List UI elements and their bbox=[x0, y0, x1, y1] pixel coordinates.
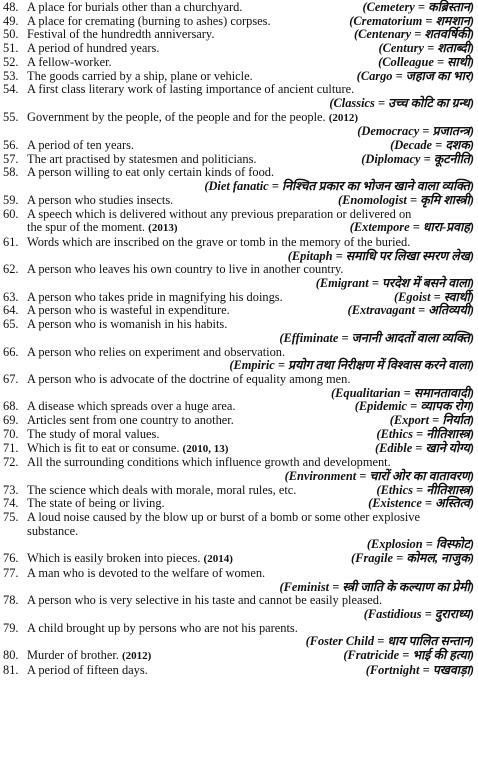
entry-text: A period of fifteen days. bbox=[27, 662, 148, 677]
answer-term: Colleague bbox=[382, 54, 434, 69]
entry-item bbox=[3, 622, 474, 649]
answer-meaning: विस्फोट bbox=[435, 537, 470, 552]
entry-item bbox=[3, 194, 474, 208]
answer: (Existence = अस्तित्व) bbox=[368, 496, 474, 511]
answer-term: Equalitarian bbox=[335, 385, 401, 400]
answer-term: Fortnight bbox=[369, 662, 420, 677]
answer-term: Extempore bbox=[353, 220, 410, 235]
entry-number: 50. bbox=[3, 27, 19, 42]
entry-text: A disease which spreads over a huge area. bbox=[27, 399, 236, 414]
entry-text: A man who is devoted to the welfare of women. bbox=[27, 565, 266, 580]
entry-definition bbox=[27, 70, 351, 84]
answer: (Effiminate = जनानी आदतों वाला व्यक्ति) bbox=[279, 330, 474, 345]
exam-year: (2013) bbox=[148, 222, 178, 235]
answer-term: Enomologist bbox=[342, 192, 407, 207]
entry-definition bbox=[27, 664, 360, 678]
answer-meaning: धारा-प्रवाह bbox=[422, 220, 470, 235]
entry-item bbox=[3, 153, 474, 167]
entry-item bbox=[3, 83, 474, 110]
entry-item bbox=[3, 263, 474, 290]
entry-definition bbox=[27, 1, 357, 15]
entry-text: Which is fit to eat or consume. bbox=[27, 440, 180, 455]
exam-year: (2012) bbox=[328, 111, 359, 124]
answer-meaning: प्रजातन्त्र bbox=[432, 124, 470, 139]
answer-term: Diplomacy bbox=[365, 151, 421, 166]
entry-text-cont: substance. bbox=[27, 523, 79, 538]
answer-meaning: व्यापक रोग bbox=[420, 399, 470, 414]
answer-meaning: कृमि शास्त्री bbox=[420, 192, 470, 207]
answer-meaning: नीतिशास्त्र bbox=[426, 426, 470, 441]
answer: (Colleague = साथी) bbox=[378, 54, 474, 69]
answer-meaning: भाई की हत्या bbox=[412, 648, 470, 663]
answer-term: Existence bbox=[372, 496, 422, 511]
entry-item bbox=[3, 511, 474, 552]
entry-item bbox=[3, 649, 474, 664]
answer-line bbox=[3, 470, 474, 484]
answer-meaning: साथी bbox=[447, 54, 470, 69]
entry-number: 81. bbox=[3, 662, 19, 677]
answer: (Egoist = स्वार्थी) bbox=[394, 289, 474, 304]
answer: (Feminist = स्त्री जाति के कल्याण का प्रेमी) bbox=[279, 579, 474, 594]
entry-number: 79. bbox=[3, 620, 19, 635]
answer-line bbox=[3, 635, 474, 649]
answer: (Enomologist = कृमि शास्त्री) bbox=[337, 192, 474, 207]
answer-term: Ethics bbox=[380, 426, 413, 441]
answer-term: Cargo bbox=[360, 68, 393, 83]
answer-meaning: शमशान bbox=[435, 13, 470, 28]
entry-definition bbox=[27, 194, 332, 208]
answer: (Century = शताब्दी) bbox=[378, 41, 474, 56]
entry-definition bbox=[27, 456, 474, 470]
entry-item bbox=[3, 56, 474, 70]
entry-text: A first class literary work of lasting importance of ancient culture. bbox=[27, 82, 355, 97]
entry-item bbox=[3, 497, 474, 511]
answer: (Foster Child = धाय पालित सन्तान) bbox=[305, 634, 474, 649]
entry-definition bbox=[27, 318, 474, 332]
answer-term: Emigrant bbox=[319, 276, 369, 291]
entry-definition bbox=[27, 428, 370, 442]
answer-term: Fragile bbox=[355, 551, 394, 566]
answer-term: Diet fanatic bbox=[208, 179, 269, 194]
entry-text: A person who leaves his own country to live in another country. bbox=[27, 262, 344, 277]
entry-item bbox=[3, 567, 474, 594]
entry-definition bbox=[27, 111, 474, 126]
entry-number: 71. bbox=[3, 440, 19, 455]
answer-term: Centenary bbox=[358, 27, 412, 42]
answer-term: Edible bbox=[379, 440, 413, 455]
entry-text: The state of being or living. bbox=[27, 496, 165, 511]
entry-text: Murder of brother. bbox=[27, 648, 119, 663]
answer: (Diplomacy = कूटनीति) bbox=[361, 151, 474, 166]
entry-item bbox=[3, 236, 474, 263]
entry-text: The study of moral values. bbox=[27, 426, 160, 441]
entry-text: The art practised by statesmen and politicians. bbox=[27, 151, 257, 166]
answer-term: Epidemic bbox=[358, 399, 408, 414]
answer-meaning: खाने योग्य bbox=[425, 440, 470, 455]
entry-item bbox=[3, 42, 474, 56]
answer-meaning: दशक bbox=[445, 138, 470, 153]
answer-term: Democracy bbox=[361, 124, 420, 139]
entry-definition bbox=[27, 442, 369, 457]
entry-text: A loud noise caused by the blow up or burst of a bomb or some other explosive bbox=[27, 510, 420, 525]
answer: (Ethics = नीतिशास्त्र) bbox=[376, 482, 474, 497]
answer-line bbox=[3, 277, 474, 291]
entry-definition bbox=[27, 42, 373, 56]
entry-number: 63. bbox=[3, 289, 19, 304]
answer-meaning: चारों ओर का वातावरण bbox=[369, 468, 470, 483]
entry-definition bbox=[27, 649, 337, 664]
entry-text: A child brought up by persons who are not his parents. bbox=[27, 620, 298, 635]
entry-definition bbox=[27, 139, 384, 153]
answer-meaning: स्वार्थी bbox=[443, 289, 470, 304]
exam-year: (2014) bbox=[203, 553, 233, 566]
answer-term: Export bbox=[393, 413, 430, 428]
answer-meaning: अतिव्ययी bbox=[428, 303, 470, 318]
entry-item bbox=[3, 594, 474, 621]
entry-number: 73. bbox=[3, 482, 19, 497]
answer: (Classics = उच्च कोटि का ग्रन्थ) bbox=[329, 95, 474, 110]
answer: (Decade = दशक) bbox=[390, 138, 474, 153]
entry-text: A person willing to eat only certain kinds of food. bbox=[27, 165, 275, 180]
answer: (Fratricide = भाई की हत्या) bbox=[343, 648, 474, 663]
exam-year: (2012) bbox=[121, 650, 152, 663]
entry-number: 74. bbox=[3, 496, 19, 511]
answer: (Explosion = विस्फोट) bbox=[366, 537, 474, 552]
entry-number: 48. bbox=[3, 0, 19, 14]
entry-definition bbox=[27, 263, 474, 277]
entry-definition bbox=[27, 153, 355, 167]
answer-meaning: कब्रिस्तान bbox=[428, 0, 470, 14]
answer-term: Effiminate bbox=[283, 330, 339, 345]
answer: (Cargo = जहाज का भार) bbox=[356, 68, 474, 83]
entry-definition bbox=[27, 83, 474, 97]
entry-number: 67. bbox=[3, 371, 19, 386]
entry-definition bbox=[27, 552, 345, 567]
entry-item bbox=[3, 428, 474, 442]
entry-number: 55. bbox=[3, 109, 19, 124]
answer-term: Century bbox=[382, 41, 424, 56]
answer-meaning: धाय पालित सन्तान bbox=[387, 634, 470, 649]
entry-text: Articles sent from one country to another. bbox=[27, 413, 234, 428]
entry-number: 64. bbox=[3, 303, 19, 318]
answer-term: Egoist bbox=[398, 289, 431, 304]
answer: (Export = निर्यात) bbox=[389, 413, 474, 428]
entry-number: 53. bbox=[3, 68, 19, 83]
answer-meaning: जनानी आदतों वाला व्यक्ति bbox=[351, 330, 470, 345]
answer-term: Cemetery bbox=[366, 0, 415, 14]
answer-meaning: परदेश में बसने वाला bbox=[382, 276, 470, 291]
entry-item bbox=[3, 304, 474, 318]
entry-number: 52. bbox=[3, 54, 19, 69]
answer-line bbox=[3, 180, 474, 194]
entry-text-cont: the spur of the moment. bbox=[27, 220, 146, 235]
answer-term: Fratricide bbox=[347, 648, 400, 663]
entry-item bbox=[3, 414, 474, 428]
answer-meaning: समाधि पर लिखा स्मरण लेख bbox=[345, 248, 470, 263]
entry-text: A person who is womanish in his habits. bbox=[27, 317, 228, 332]
entry-number: 58. bbox=[3, 165, 19, 180]
entry-number: 77. bbox=[3, 565, 19, 580]
entry-item bbox=[3, 70, 474, 84]
answer-meaning: नीतिशास्त्र bbox=[426, 482, 470, 497]
answer-meaning: निश्चित प्रकार का भोजन खाने वाला व्यक्ति bbox=[281, 179, 470, 194]
answer-term: Decade bbox=[394, 138, 433, 153]
answer: (Empiric = प्रयोग तथा निरीक्षण में विश्वास करने वाला) bbox=[229, 358, 474, 373]
entry-definition bbox=[27, 373, 474, 387]
answer-meaning: कोमल, नाजुक bbox=[406, 551, 470, 566]
entry-item bbox=[3, 208, 474, 236]
answer: (Extempore = धारा-प्रवाह) bbox=[349, 220, 474, 235]
entry-item bbox=[3, 442, 474, 457]
answer-meaning: निर्यात bbox=[442, 413, 470, 428]
entry-number: 62. bbox=[3, 262, 19, 277]
answer: (Cemetery = कब्रिस्तान) bbox=[362, 0, 474, 14]
entry-text: A person who is advocate of the doctrine of equality among men. bbox=[27, 371, 351, 386]
answer-meaning: प्रयोग तथा निरीक्षण में विश्वास करने वाला bbox=[288, 358, 470, 373]
answer-meaning: अस्तित्व bbox=[435, 496, 470, 511]
answer: (Fortnight = पखवाड़ा) bbox=[365, 662, 474, 677]
entry-definition bbox=[27, 28, 348, 42]
entry-definition bbox=[27, 15, 343, 29]
answer-meaning: उच्च कोटि का ग्रन्थ bbox=[388, 95, 470, 110]
entry-number: 57. bbox=[3, 151, 19, 166]
answer-line bbox=[3, 97, 474, 111]
answer-meaning: दुराराध्य bbox=[434, 606, 470, 621]
entry-definition bbox=[27, 511, 474, 525]
entry-text: Government by the people, of the people and for the people. bbox=[27, 109, 326, 124]
answer: (Epitaph = समाधि पर लिखा स्मरण लेख) bbox=[287, 248, 474, 263]
entry-definition bbox=[27, 497, 362, 511]
entry-number: 70. bbox=[3, 426, 19, 441]
entry-item bbox=[3, 318, 474, 345]
entry-text: The science which deals with morale, moral rules, etc. bbox=[27, 482, 297, 497]
entry-number: 54. bbox=[3, 82, 19, 97]
answer-line bbox=[3, 332, 474, 346]
answer: (Epidemic = व्यापक रोग) bbox=[354, 399, 474, 414]
answer: (Extravagant = अतिव्ययी) bbox=[347, 303, 474, 318]
entry-number: 80. bbox=[3, 648, 19, 663]
entry-text: The goods carried by a ship, plane or vehicle. bbox=[27, 68, 253, 83]
entry-text: Words which are inscribed on the grave or tomb in the memory of the buried. bbox=[27, 234, 411, 249]
answer: (Centenary = शतवर्षिकी) bbox=[353, 27, 474, 42]
answer: (Ethics = नीतिशास्त्र) bbox=[376, 426, 474, 441]
entry-definition bbox=[27, 291, 388, 305]
entry-number: 76. bbox=[3, 551, 19, 566]
entry-item bbox=[3, 1, 474, 15]
entry-item bbox=[3, 139, 474, 153]
answer-line bbox=[3, 359, 474, 373]
answer-term: Foster Child bbox=[309, 634, 375, 649]
entry-item bbox=[3, 373, 474, 400]
entry-definition bbox=[27, 208, 474, 222]
answer-term: Extravagant bbox=[351, 303, 416, 318]
entry-definition bbox=[27, 56, 372, 70]
answer-line bbox=[3, 250, 474, 264]
entry-number: 69. bbox=[3, 413, 19, 428]
answer-term: Empiric bbox=[233, 358, 275, 373]
answer: (Fastidious = दुराराध्य) bbox=[363, 606, 474, 621]
answer-term: Explosion bbox=[371, 537, 423, 552]
entry-continuation bbox=[27, 221, 344, 236]
answer: (Fragile = कोमल, नाजुक) bbox=[351, 551, 474, 566]
entry-definition bbox=[27, 594, 474, 608]
entry-text: A person who relies on experiment and observation. bbox=[27, 344, 286, 359]
entry-item bbox=[3, 456, 474, 483]
exam-year: (2010, 13) bbox=[182, 442, 229, 455]
entry-item bbox=[3, 664, 474, 678]
answer-meaning: कूटनीति bbox=[433, 151, 470, 166]
entry-number: 68. bbox=[3, 399, 19, 414]
answer: (Diet fanatic = निश्चित प्रकार का भोजन खाने वाला व्यक्ति) bbox=[204, 179, 474, 194]
answer: (Edible = खाने योग्य) bbox=[375, 440, 474, 455]
answer-meaning: पखवाड़ा bbox=[432, 662, 470, 677]
answer-line bbox=[3, 608, 474, 622]
entry-text: A fellow-worker. bbox=[27, 54, 112, 69]
answer: (Environment = चारों ओर का वातावरण) bbox=[284, 468, 474, 483]
entry-text: A speech which is delivered without any previous preparation or delivered on bbox=[27, 206, 412, 221]
answer-term: Ethics bbox=[380, 482, 413, 497]
entry-text: A place for burials other than a churchyard. bbox=[27, 0, 243, 14]
entry-number: 61. bbox=[3, 234, 19, 249]
entry-text: A person who is very selective in his taste and cannot be easily pleased. bbox=[27, 593, 383, 608]
entry-item bbox=[3, 552, 474, 567]
answer-meaning: जहाज का भार bbox=[405, 68, 470, 83]
entry-item bbox=[3, 346, 474, 373]
entry-item bbox=[3, 111, 474, 139]
entry-text: A place for cremating (burning to ashes) corpses. bbox=[27, 13, 271, 28]
entry-text: A person who takes pride in magnifying his doings. bbox=[27, 289, 283, 304]
answer-term: Fastidious bbox=[367, 606, 422, 621]
answer: (Equalitarian = समानतावादी) bbox=[331, 385, 474, 400]
entry-text: Which is easily broken into pieces. bbox=[27, 551, 201, 566]
entry-text: A period of ten years. bbox=[27, 138, 135, 153]
entry-text: A person who studies insects. bbox=[27, 192, 174, 207]
entry-definition bbox=[27, 400, 349, 414]
entry-number: 59. bbox=[3, 192, 19, 207]
answer-line bbox=[3, 581, 474, 595]
entry-text: Festival of the hundredth anniversary. bbox=[27, 27, 215, 42]
entry-definition bbox=[27, 236, 474, 250]
entry-definition bbox=[27, 484, 370, 498]
answer-term: Feminist bbox=[283, 579, 330, 594]
answer-term: Environment bbox=[288, 468, 357, 483]
entry-number: 56. bbox=[3, 138, 19, 153]
answer-term: Epitaph bbox=[291, 248, 333, 263]
answer-meaning: स्त्री जाति के कल्याण का प्रेमी bbox=[342, 579, 470, 594]
entry-definition bbox=[27, 414, 384, 428]
entry-text: A period of hundred years. bbox=[27, 41, 160, 56]
answer-meaning: शतवर्षिकी bbox=[424, 27, 470, 42]
entry-item bbox=[3, 166, 474, 193]
entry-number: 65. bbox=[3, 317, 19, 332]
entry-number: 72. bbox=[3, 455, 19, 470]
answer: (Crematorium = शमशान) bbox=[349, 13, 474, 28]
entry-number: 49. bbox=[3, 13, 19, 28]
answer: (Democracy = प्रजातन्त्र) bbox=[357, 124, 474, 139]
entry-text: A person who is wasteful in expenditure. bbox=[27, 303, 230, 318]
answer-term: Crematorium bbox=[353, 13, 423, 28]
answer-meaning: समानतावादी bbox=[413, 385, 470, 400]
entry-number: 66. bbox=[3, 344, 19, 359]
entry-text: All the surrounding conditions which influence growth and development. bbox=[27, 455, 391, 470]
entry-definition bbox=[27, 567, 474, 581]
answer: (Emigrant = परदेश में बसने वाला) bbox=[315, 276, 474, 291]
answer-meaning: शताब्दी bbox=[437, 41, 470, 56]
entry-number: 75. bbox=[3, 510, 19, 525]
answer-line bbox=[3, 125, 474, 139]
entry-number: 78. bbox=[3, 593, 19, 608]
entry-number: 60. bbox=[3, 206, 19, 221]
answer-term: Classics bbox=[333, 95, 375, 110]
entry-definition bbox=[27, 304, 342, 318]
entry-number: 51. bbox=[3, 41, 19, 56]
